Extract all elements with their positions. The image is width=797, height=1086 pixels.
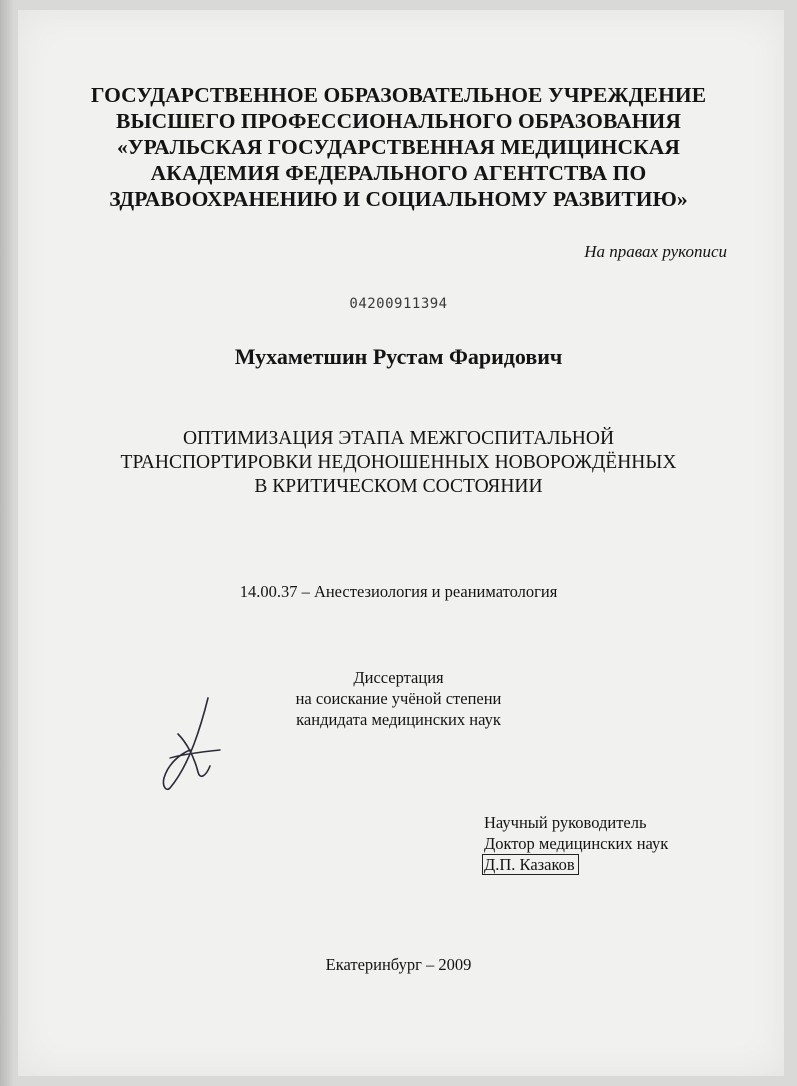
author-name: Мухаметшин Рустам Фаридович [234, 344, 563, 369]
degree-line: Диссертация [353, 668, 444, 687]
institution-header [0, 82, 797, 212]
institution-line: АКАДЕМИЯ ФЕДЕРАЛЬНОГО АГЕНТСТВА ПО [150, 161, 647, 185]
title-line: ТРАНСПОРТИРОВКИ НЕДОНОШЕННЫХ НОВОРОЖДЁННЫХ [120, 452, 677, 473]
registration-code: 04200911394 [349, 296, 448, 312]
signature-icon [150, 694, 230, 794]
title-line: ОПТИМИЗАЦИЯ ЭТАПА МЕЖГОСПИТАЛЬНОЙ [182, 428, 615, 449]
degree-line: кандидата медицинских наук [296, 710, 501, 729]
manuscript-note: На правах рукописи [584, 242, 727, 261]
supervisor-role: Научный руководитель [484, 813, 647, 832]
city-year: Екатеринбург – 2009 [325, 955, 472, 974]
degree-statement [0, 667, 797, 730]
dissertation-title [0, 427, 797, 499]
supervisor-degree: Доктор медицинских наук [484, 834, 669, 853]
degree-line: на соискание учёной степени [295, 689, 502, 708]
supervisor-block [484, 812, 668, 875]
institution-line: «УРАЛЬСКАЯ ГОСУДАРСТВЕННАЯ МЕДИЦИНСКАЯ [116, 135, 681, 159]
title-line: В КРИТИЧЕСКОМ СОСТОЯНИИ [254, 476, 543, 497]
institution-line: ВЫСШЕГО ПРОФЕССИОНАЛЬНОГО ОБРАЗОВАНИЯ [116, 109, 681, 133]
specialty-code: 14.00.37 – Анестезиология и реаниматология [239, 582, 558, 601]
institution-line: ЗДРАВООХРАНЕНИЮ И СОЦИАЛЬНОМУ РАЗВИТИЮ» [109, 187, 688, 211]
institution-line: ГОСУДАРСТВЕННОЕ ОБРАЗОВАТЕЛЬНОЕ УЧРЕЖДЕНИЕ [90, 83, 707, 107]
supervisor-name: Д.П. Казаков [482, 854, 579, 875]
